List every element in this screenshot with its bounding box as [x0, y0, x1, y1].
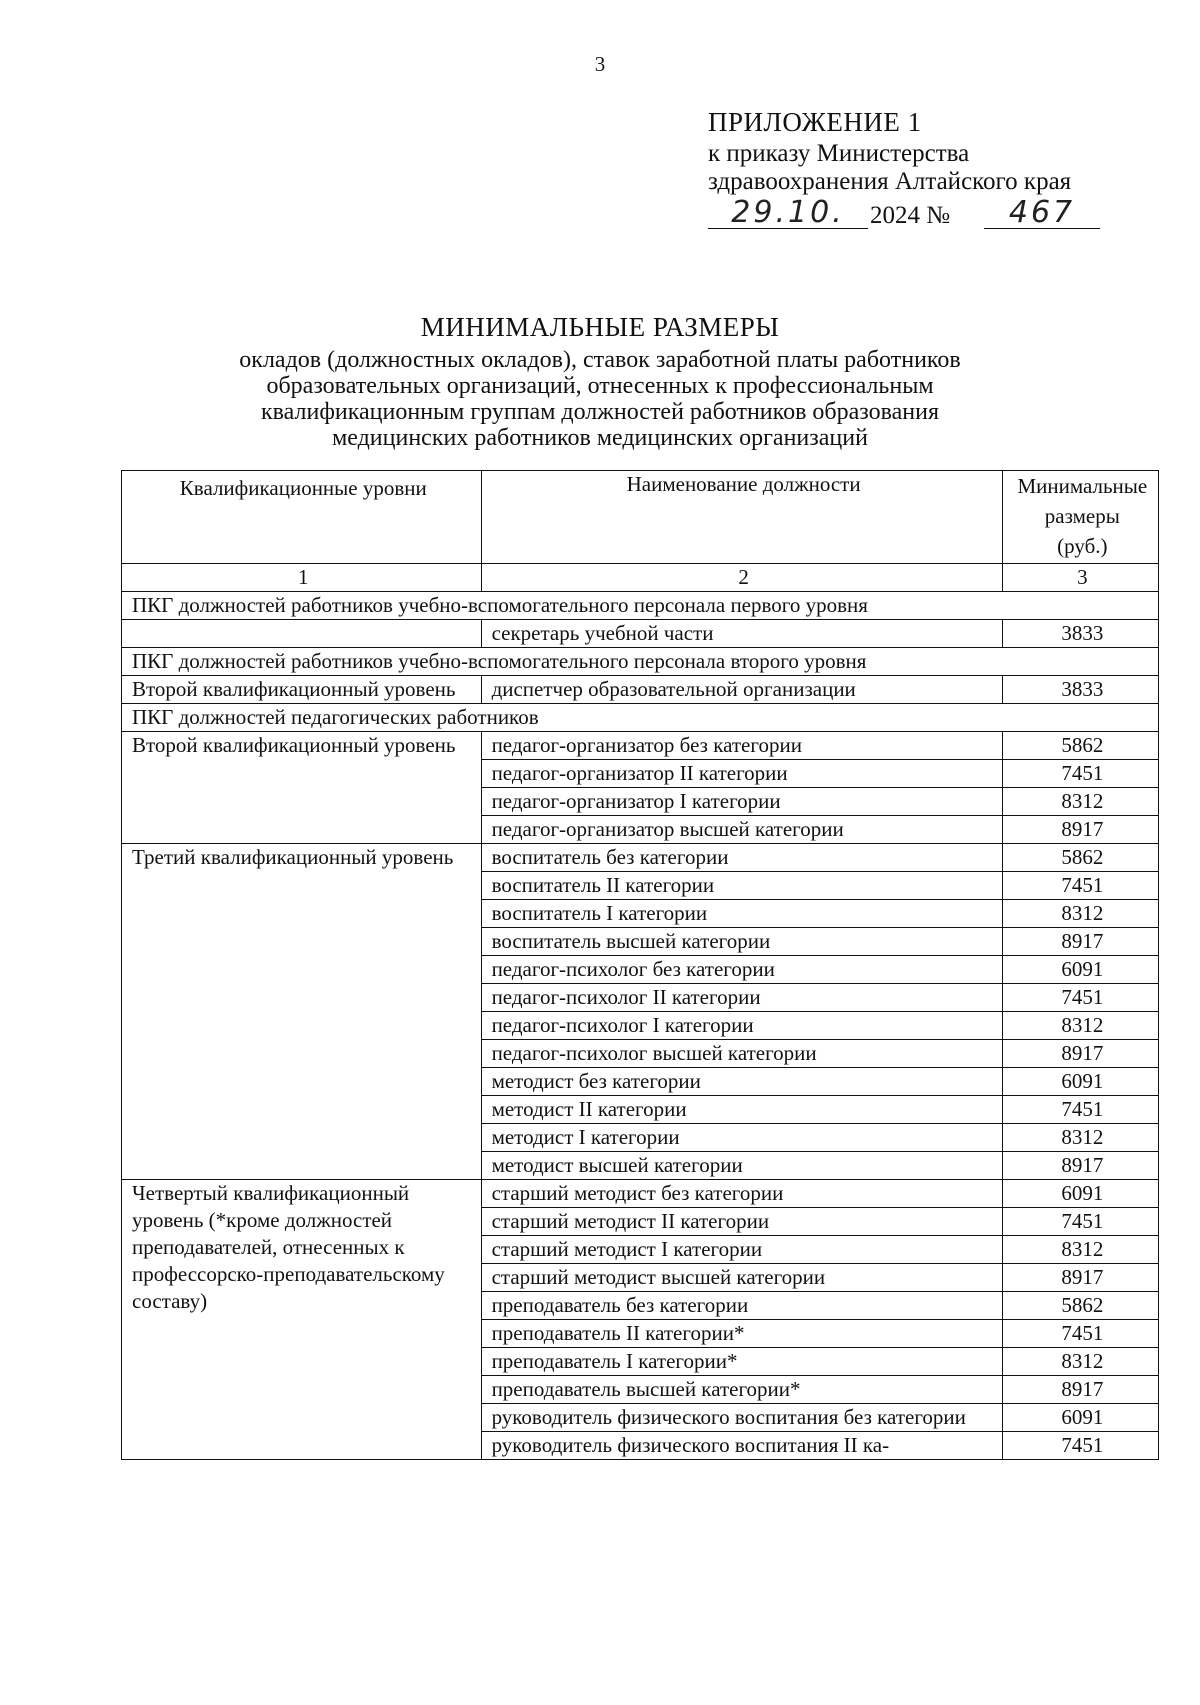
- min-amount: 8312: [1002, 1012, 1158, 1040]
- min-amount: 8312: [1002, 900, 1158, 928]
- header-min-amount-line: Минимальные: [1017, 474, 1148, 498]
- heading-subtitle-line: окладов (должностных окладов), ставок заработной платы работников: [239, 347, 961, 373]
- min-amount: 5862: [1002, 1292, 1158, 1320]
- heading-subtitle-line: квалификационным группам должностей работников образования: [260, 399, 940, 425]
- position-name: преподаватель без категории: [481, 1292, 1002, 1320]
- position-name: старший методист I категории: [481, 1236, 1002, 1264]
- min-amount: 8312: [1002, 1236, 1158, 1264]
- table-row: [122, 676, 1159, 704]
- column-number: 3: [1002, 564, 1158, 592]
- group-title: ПКГ должностей педагогических работников: [122, 704, 1159, 732]
- table-row: [122, 844, 1159, 872]
- position-name: педагог-психолог I категории: [481, 1012, 1002, 1040]
- position-name: методист высшей категории: [481, 1152, 1002, 1180]
- position-name: преподаватель I категории*: [481, 1348, 1002, 1376]
- qualification-level: Второй квалификационный уровень: [122, 732, 482, 844]
- table-header-row: [122, 471, 1159, 564]
- column-number-row: [122, 564, 1159, 592]
- group-title-row: [122, 704, 1159, 732]
- position-name: педагог-организатор I категории: [481, 788, 1002, 816]
- heading-subtitle-line: медицинских работников медицинских организаций: [332, 425, 868, 451]
- min-amount: 8917: [1002, 928, 1158, 956]
- position-name: воспитатель II категории: [481, 872, 1002, 900]
- qualification-level: [122, 620, 482, 648]
- min-amount: 6091: [1002, 1180, 1158, 1208]
- heading-subtitle-line: образовательных организаций, отнесенных к профессиональным: [266, 373, 934, 399]
- qualification-level: Четвертый квалификационный уровень (*кроме должностей преподавателей, отнесенных к профессорско-преподавательскому составу): [122, 1180, 482, 1460]
- min-amount: 7451: [1002, 1320, 1158, 1348]
- column-number: 2: [481, 564, 1002, 592]
- position-name: преподаватель высшей категории*: [481, 1376, 1002, 1404]
- order-year-label: 2024 №: [870, 202, 951, 229]
- position-name: воспитатель без категории: [481, 844, 1002, 872]
- table-row: [122, 1180, 1159, 1208]
- position-name: педагог-психолог без категории: [481, 956, 1002, 984]
- min-amount: 7451: [1002, 984, 1158, 1012]
- position-name: методист II категории: [481, 1096, 1002, 1124]
- position-name: воспитатель высшей категории: [481, 928, 1002, 956]
- header-min-amount: [1002, 471, 1158, 564]
- min-amount: 6091: [1002, 1068, 1158, 1096]
- min-amount: 7451: [1002, 872, 1158, 900]
- position-name: диспетчер образовательной организации: [481, 676, 1002, 704]
- appendix-block: [708, 107, 1076, 234]
- page-number: 3: [594, 52, 606, 76]
- table-row: [122, 732, 1159, 760]
- min-amount: 7451: [1002, 760, 1158, 788]
- qualification-level: Третий квалификационный уровень: [122, 844, 482, 1180]
- position-name: старший методист высшей категории: [481, 1264, 1002, 1292]
- heading-title: МИНИМАЛЬНЫЕ РАЗМЕРЫ: [420, 312, 780, 342]
- position-name: старший методист II категории: [481, 1208, 1002, 1236]
- min-amount: 3833: [1002, 676, 1158, 704]
- min-amount: 7451: [1002, 1208, 1158, 1236]
- position-name: педагог-организатор высшей категории: [481, 816, 1002, 844]
- min-amount: 8312: [1002, 788, 1158, 816]
- document-heading: [0, 312, 1200, 451]
- position-name: педагог-психолог II категории: [481, 984, 1002, 1012]
- position-name: воспитатель I категории: [481, 900, 1002, 928]
- position-name: преподаватель II категории*: [481, 1320, 1002, 1348]
- min-amount: 8917: [1002, 1040, 1158, 1068]
- header-min-amount-line: (руб.): [1057, 534, 1108, 558]
- salary-table: [121, 470, 1159, 1460]
- position-name: секретарь учебной части: [481, 620, 1002, 648]
- appendix-line-1: к приказу Министерства: [708, 140, 970, 167]
- position-name: руководитель физического воспитания II ка-: [481, 1432, 1002, 1460]
- min-amount: 6091: [1002, 956, 1158, 984]
- min-amount: 7451: [1002, 1432, 1158, 1460]
- min-amount: 8917: [1002, 1264, 1158, 1292]
- min-amount: 8917: [1002, 1376, 1158, 1404]
- group-title: ПКГ должностей работников учебно-вспомогательного персонала первого уровня: [122, 592, 1159, 620]
- position-name: педагог-организатор без категории: [481, 732, 1002, 760]
- min-amount: 5862: [1002, 844, 1158, 872]
- handwritten-date: 29.10.: [708, 198, 868, 229]
- handwritten-order-number: 467: [984, 198, 1100, 229]
- min-amount: 6091: [1002, 1404, 1158, 1432]
- position-name: методист без категории: [481, 1068, 1002, 1096]
- position-name: методист I категории: [481, 1124, 1002, 1152]
- appendix-line-2: здравоохранения Алтайского края: [708, 168, 1072, 195]
- header-position-name: Наименование должности: [481, 471, 1002, 564]
- group-title-row: [122, 648, 1159, 676]
- qualification-level: Второй квалификационный уровень: [122, 676, 482, 704]
- min-amount: 3833: [1002, 620, 1158, 648]
- column-number: 1: [122, 564, 482, 592]
- order-date-number-line: [708, 195, 1076, 234]
- header-qualification-levels: Квалификационные уровни: [122, 471, 482, 564]
- position-name: педагог-организатор II категории: [481, 760, 1002, 788]
- min-amount: 7451: [1002, 1096, 1158, 1124]
- min-amount: 5862: [1002, 732, 1158, 760]
- min-amount: 8312: [1002, 1124, 1158, 1152]
- min-amount: 8917: [1002, 816, 1158, 844]
- position-name: педагог-психолог высшей категории: [481, 1040, 1002, 1068]
- group-title: ПКГ должностей работников учебно-вспомогательного персонала второго уровня: [122, 648, 1159, 676]
- table-row: [122, 620, 1159, 648]
- position-name: руководитель физического воспитания без категории: [481, 1404, 1002, 1432]
- appendix-title: ПРИЛОЖЕНИЕ 1: [708, 107, 922, 137]
- header-min-amount-line: размеры: [1044, 504, 1120, 528]
- position-name: старший методист без категории: [481, 1180, 1002, 1208]
- min-amount: 8917: [1002, 1152, 1158, 1180]
- group-title-row: [122, 592, 1159, 620]
- min-amount: 8312: [1002, 1348, 1158, 1376]
